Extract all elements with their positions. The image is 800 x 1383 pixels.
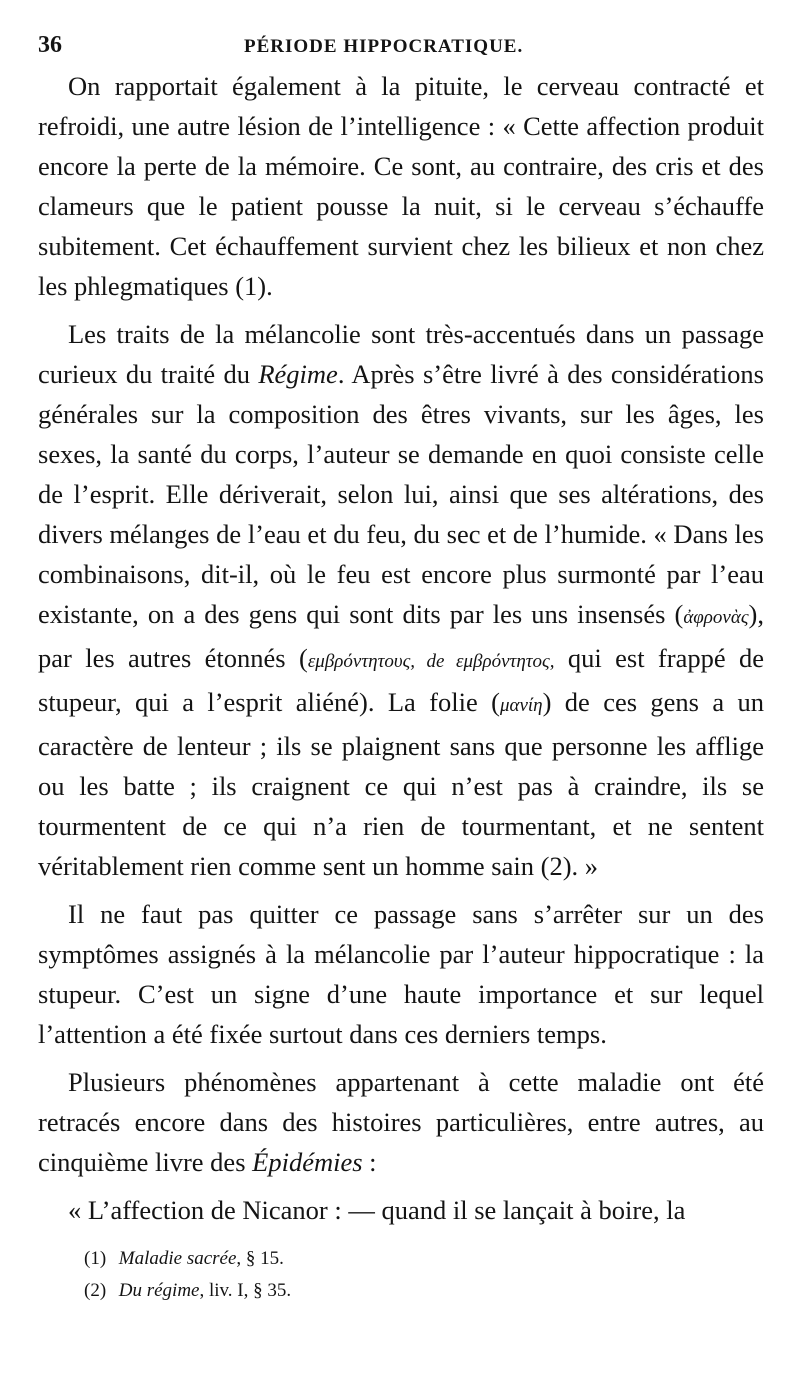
text-run: ) de ces gens a un caractère de lenteur ; ils se plaignent sans que personne les afflige ou les batte ; ils craignent ce qui n’est pas à craindre, ils se tourmentent de ce qui n’a rien de tourmentant, et ne sentent véritablement rien comme sent un homme sain (2). » [38,687,765,881]
footnote-ref: , liv. I, § 35. [199,1280,292,1301]
footnote-mark: (2) [84,1280,107,1301]
text-run: ), par les autres étonnés ( [38,599,764,673]
footnote-ref: , § 15. [236,1248,284,1269]
text-run: On rapportait également à la pituite, le cerveau contracté et refroidi, une autre lésion de l’intelligence : « Cette affection produit encore la perte de la mémoire. Ce sont, au contraire, des cris et des clameurs que le patient pousse la nuit, si le cerveau s’échauffe subitement. Cet échauffement survient chez les bilieux et non chez les phlegmatiques (1). [38,71,764,301]
text-run: qui est frappé de stupeur, qui a l’esprit aliéné). La folie ( [38,643,764,717]
greek-text: εμβρόντητους, de εμβρόντητος, [307,651,555,672]
footnote [84,1243,291,1275]
text-run: « L’affection de Nicanor : — quand il se lançait à boire, la [68,1195,686,1225]
text-run: Plusieurs phénomènes appartenant à cette maladie ont été retracés encore dans des histoires particulières, entre autres, au cinquième livre des [38,1067,764,1177]
italic-text: Épidémies [252,1147,363,1177]
running-head: PÉRIODE HIPPOCRATIQUE. [244,36,524,57]
page-header [38,32,764,66]
paragraph [38,314,764,886]
paragraph [38,1190,764,1230]
footnote-title: Du régime [118,1280,200,1301]
text-run: Les traits de la mélancolie sont très-accentués dans un passage curieux du traité du [38,319,764,389]
text-run: . Après s’être livré à des considérations générales sur la composition des êtres vivants, sur les âges, les sexes, la santé du corps, l’auteur se demande en quoi consiste celle de l’esprit. Elle dériverait, selon lui, ainsi que ses altérations, des divers mélanges de l’eau et du feu, du sec et de l’humide. « Dans les combinaisons, dit-il, où le feu est encore plus surmonté par l’eau existante, on a des gens qui sont dits par les uns insensés ( [38,359,764,629]
greek-text: μανίη [499,695,543,716]
body-text [38,66,764,1230]
footnote-title: Maladie sacrée [118,1248,237,1269]
greek-text: ἀφρονὰς [683,607,749,628]
footnote [84,1275,291,1307]
paragraph [38,894,764,1054]
footnotes [84,1243,291,1307]
page-number: 36 [38,32,62,58]
paragraph [38,66,764,306]
paragraph [38,1062,764,1182]
text-run: : [362,1147,377,1177]
italic-text: Régime [258,359,338,389]
footnote-mark: (1) [84,1248,107,1269]
text-run: Il ne faut pas quitter ce passage sans s’arrêter sur un des symptômes assignés à la mélancolie par l’auteur hippocratique : la stupeur. C’est un signe d’une haute importance et sur lequel l’attention a été fixée surtout dans ces derniers temps. [38,899,764,1049]
